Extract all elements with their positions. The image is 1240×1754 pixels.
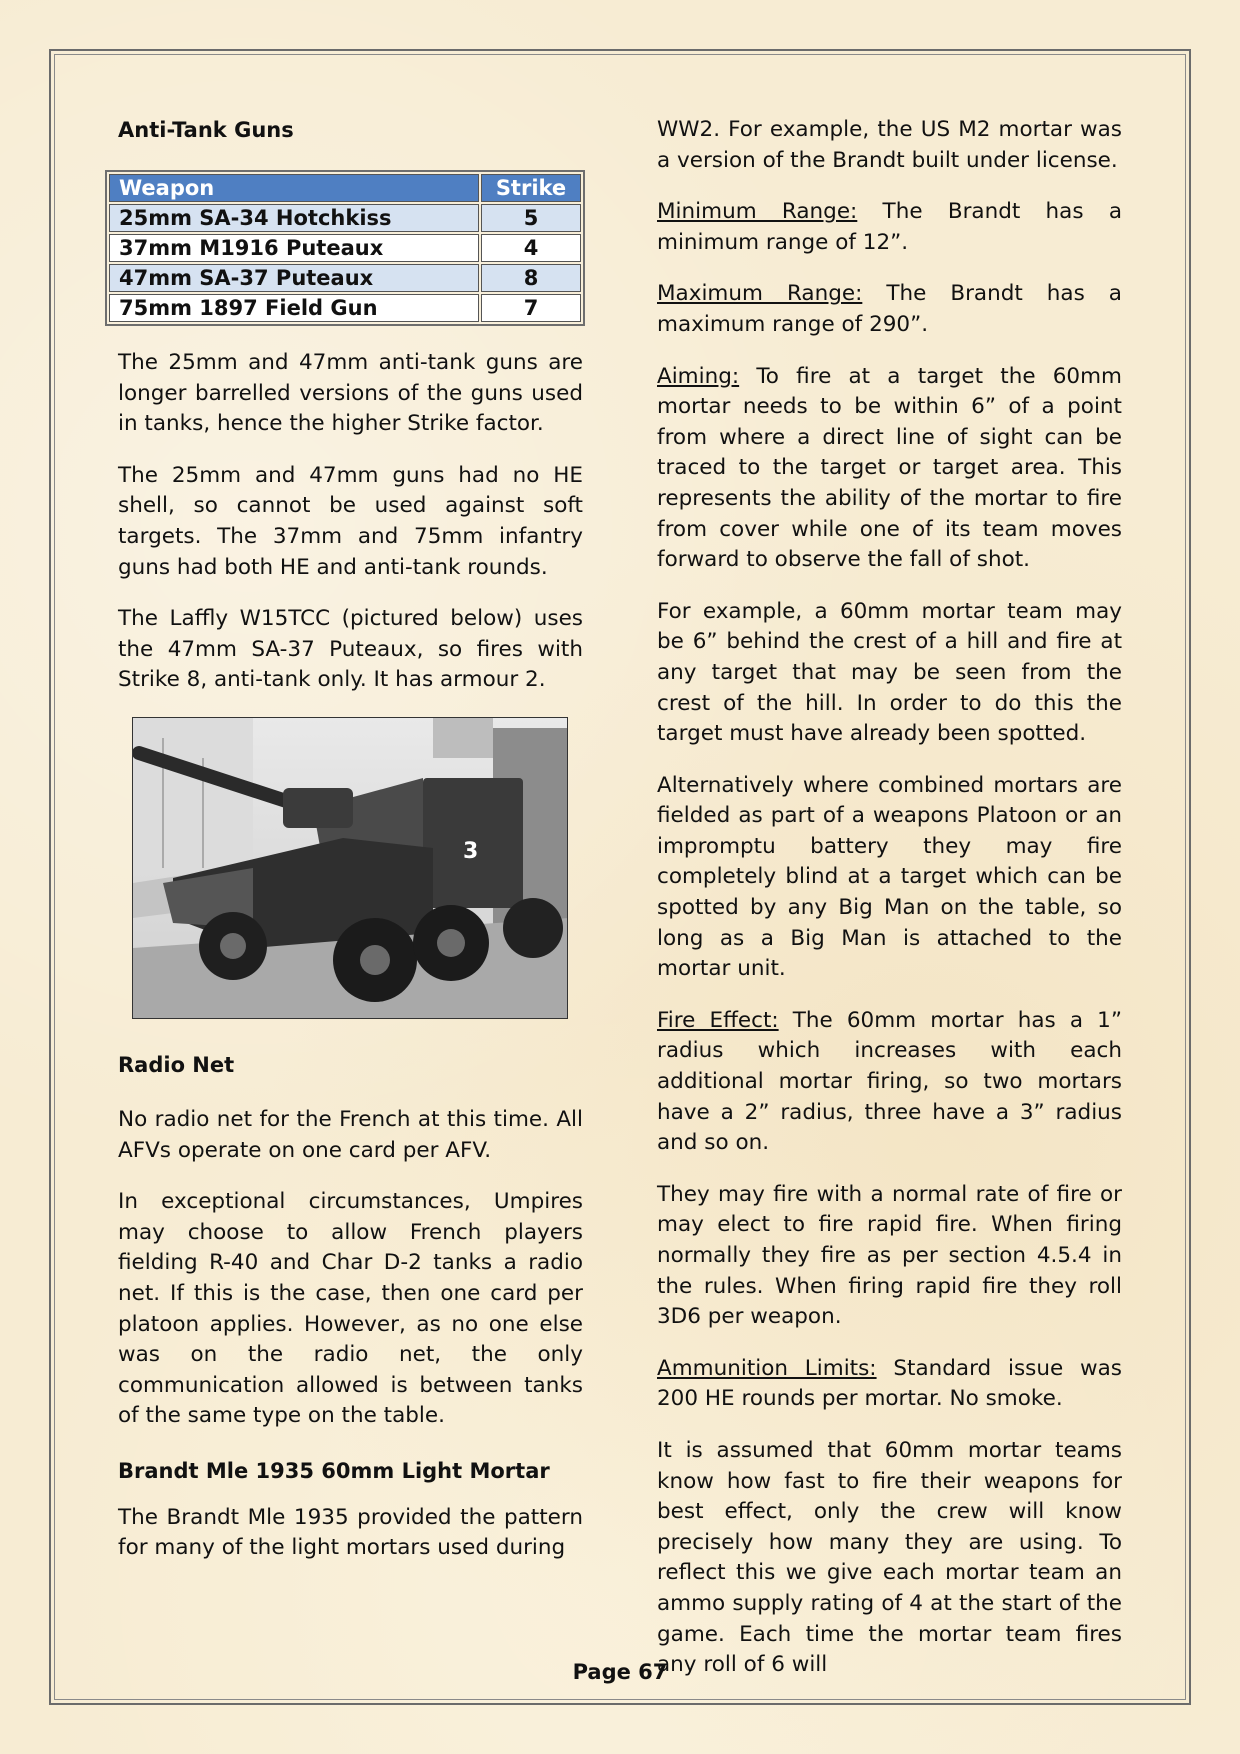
label-minimum-range: Minimum Range: [657,199,858,225]
paragraph-laffly: The Laffly W15TCC (pictured below) uses the 47mm SA-37 Puteaux, so fires with Strike 8, anti-tank only. It has armour 2. [118,606,583,693]
heading-anti-tank-guns: Anti-Tank Guns [118,118,294,142]
right-column [657,115,1122,1702]
table-cell-strike: 7 [481,294,581,322]
table-row [109,204,581,232]
page-number: Page 67 [572,1660,668,1684]
table-header-strike: Strike [481,174,581,202]
table-cell-strike: 4 [481,234,581,262]
table-row [109,264,581,292]
text-maximum-range: The Brandt has a maximum range of 290”. [657,281,1122,337]
paragraph-brandt-pattern: The Brandt Mle 1935 provided the pattern for many of the light mortars used during [118,1504,583,1561]
text-aiming: To fire at a target the 60mm mortar needs to be within 6” of a point from where a direct line of sight can be traced to the target or target area. This represents the ability of the mortar to fire from cover while one of its team moves forward to observe the fall of shot. [657,363,1122,573]
table-cell-weapon: 75mm 1897 Field Gun [109,294,479,322]
weapons-table [105,170,585,326]
table-cell-weapon: 25mm SA-34 Hotchkiss [109,204,479,232]
label-maximum-range: Maximum Range: [657,281,863,307]
heading-radio-net: Radio Net [118,1052,235,1077]
paragraph-exceptional: In exceptional circumstances, Umpires may choose to allow French players fielding R-40 and Char D-2 tanks a radio net. If this is the case, then one card per platoon applies. However, as no one else was on the radio net, the only communication allowed is between tanks of the same type on the table. [118,1189,583,1429]
table-cell-weapon: 37mm M1916 Puteaux [109,234,479,262]
laffly-photo [132,717,568,1019]
laffly-vehicle-image [133,718,568,1019]
paragraph-ammo-supply: It is assumed that 60mm mortar teams know how fast to fire their weapons for best effect, only the crew will know precisely how many they are using. To reflect this we give each mortar team an ammo supply rating of 4 at the start of the game. Each time the mortar team fires any roll of 6 will [657,1437,1122,1678]
table-header-row [109,174,581,202]
table-cell-strike: 8 [481,264,581,292]
text-minimum-range: The Brandt has a minimum range of 12”. [657,199,1122,255]
heading-brandt-mortar: Brandt Mle 1935 60mm Light Mortar [118,1458,550,1483]
table-cell-strike: 5 [481,204,581,232]
vehicle-number: 3 [463,838,479,864]
paragraph-antitank-barrels: The 25mm and 47mm anti-tank guns are longer barrelled versions of the guns used in tanks, hence the higher Strike factor. [118,350,583,437]
label-fire-effect: Fire Effect: [657,1007,779,1033]
paragraph-no-radio: No radio net for the French at this time. All AFVs operate on one card per AFV. [118,1106,583,1163]
paragraph-he-shell: The 25mm and 47mm guns had no HE shell, so cannot be used against soft targets. The 37mm and 75mm infantry guns had both HE and anti-tank rounds. [118,462,583,580]
paragraph-ww2-license: WW2. For example, the US M2 mortar was a version of the Brandt built under license. [657,117,1122,173]
table-header-weapon: Weapon [109,174,479,202]
text-fire-effect: The 60mm mortar has a 1” radius which increases with each additional mortar firing, so two mortars have a 2” radius, three have a 3” radius and so on. [657,1007,1122,1156]
label-aiming: Aiming: [657,363,740,389]
text-ammunition-limits: Standard issue was 200 HE rounds per mortar. No smoke. [657,1355,1122,1412]
paragraph-minimum-range [657,197,1122,258]
paragraph-combined-mortars: Alternatively where combined mortars are fielded as part of a weapons Platoon or an impromptu battery they may fire completely blind at a target which can be spotted by any Big Man on the table, so long as a Big Man is attached to the mortar unit. [657,772,1122,982]
paragraph-example-crest: For example, a 60mm mortar team may be 6” behind the crest of a hill and fire at any target that may be seen from the crest of the hill. In order to do this the target must have already been spotted. [657,598,1122,747]
paragraph-rapid-fire: They may fire with a normal rate of fire or may elect to fire rapid fire. When firing normally they fire as per section 4.5.4 in the rules. When firing rapid fire they roll 3D6 per weapon. [657,1181,1122,1330]
left-column [118,112,583,1585]
table-cell-weapon: 47mm SA-37 Puteaux [109,264,479,292]
paragraph-maximum-range [657,279,1122,340]
table-row [109,234,581,262]
table-row [109,294,581,322]
paragraph-fire-effect [657,1006,1122,1159]
label-ammunition-limits: Ammunition Limits: [657,1355,877,1381]
paragraph-ammunition-limits [657,1354,1122,1415]
paragraph-aiming [657,362,1122,576]
